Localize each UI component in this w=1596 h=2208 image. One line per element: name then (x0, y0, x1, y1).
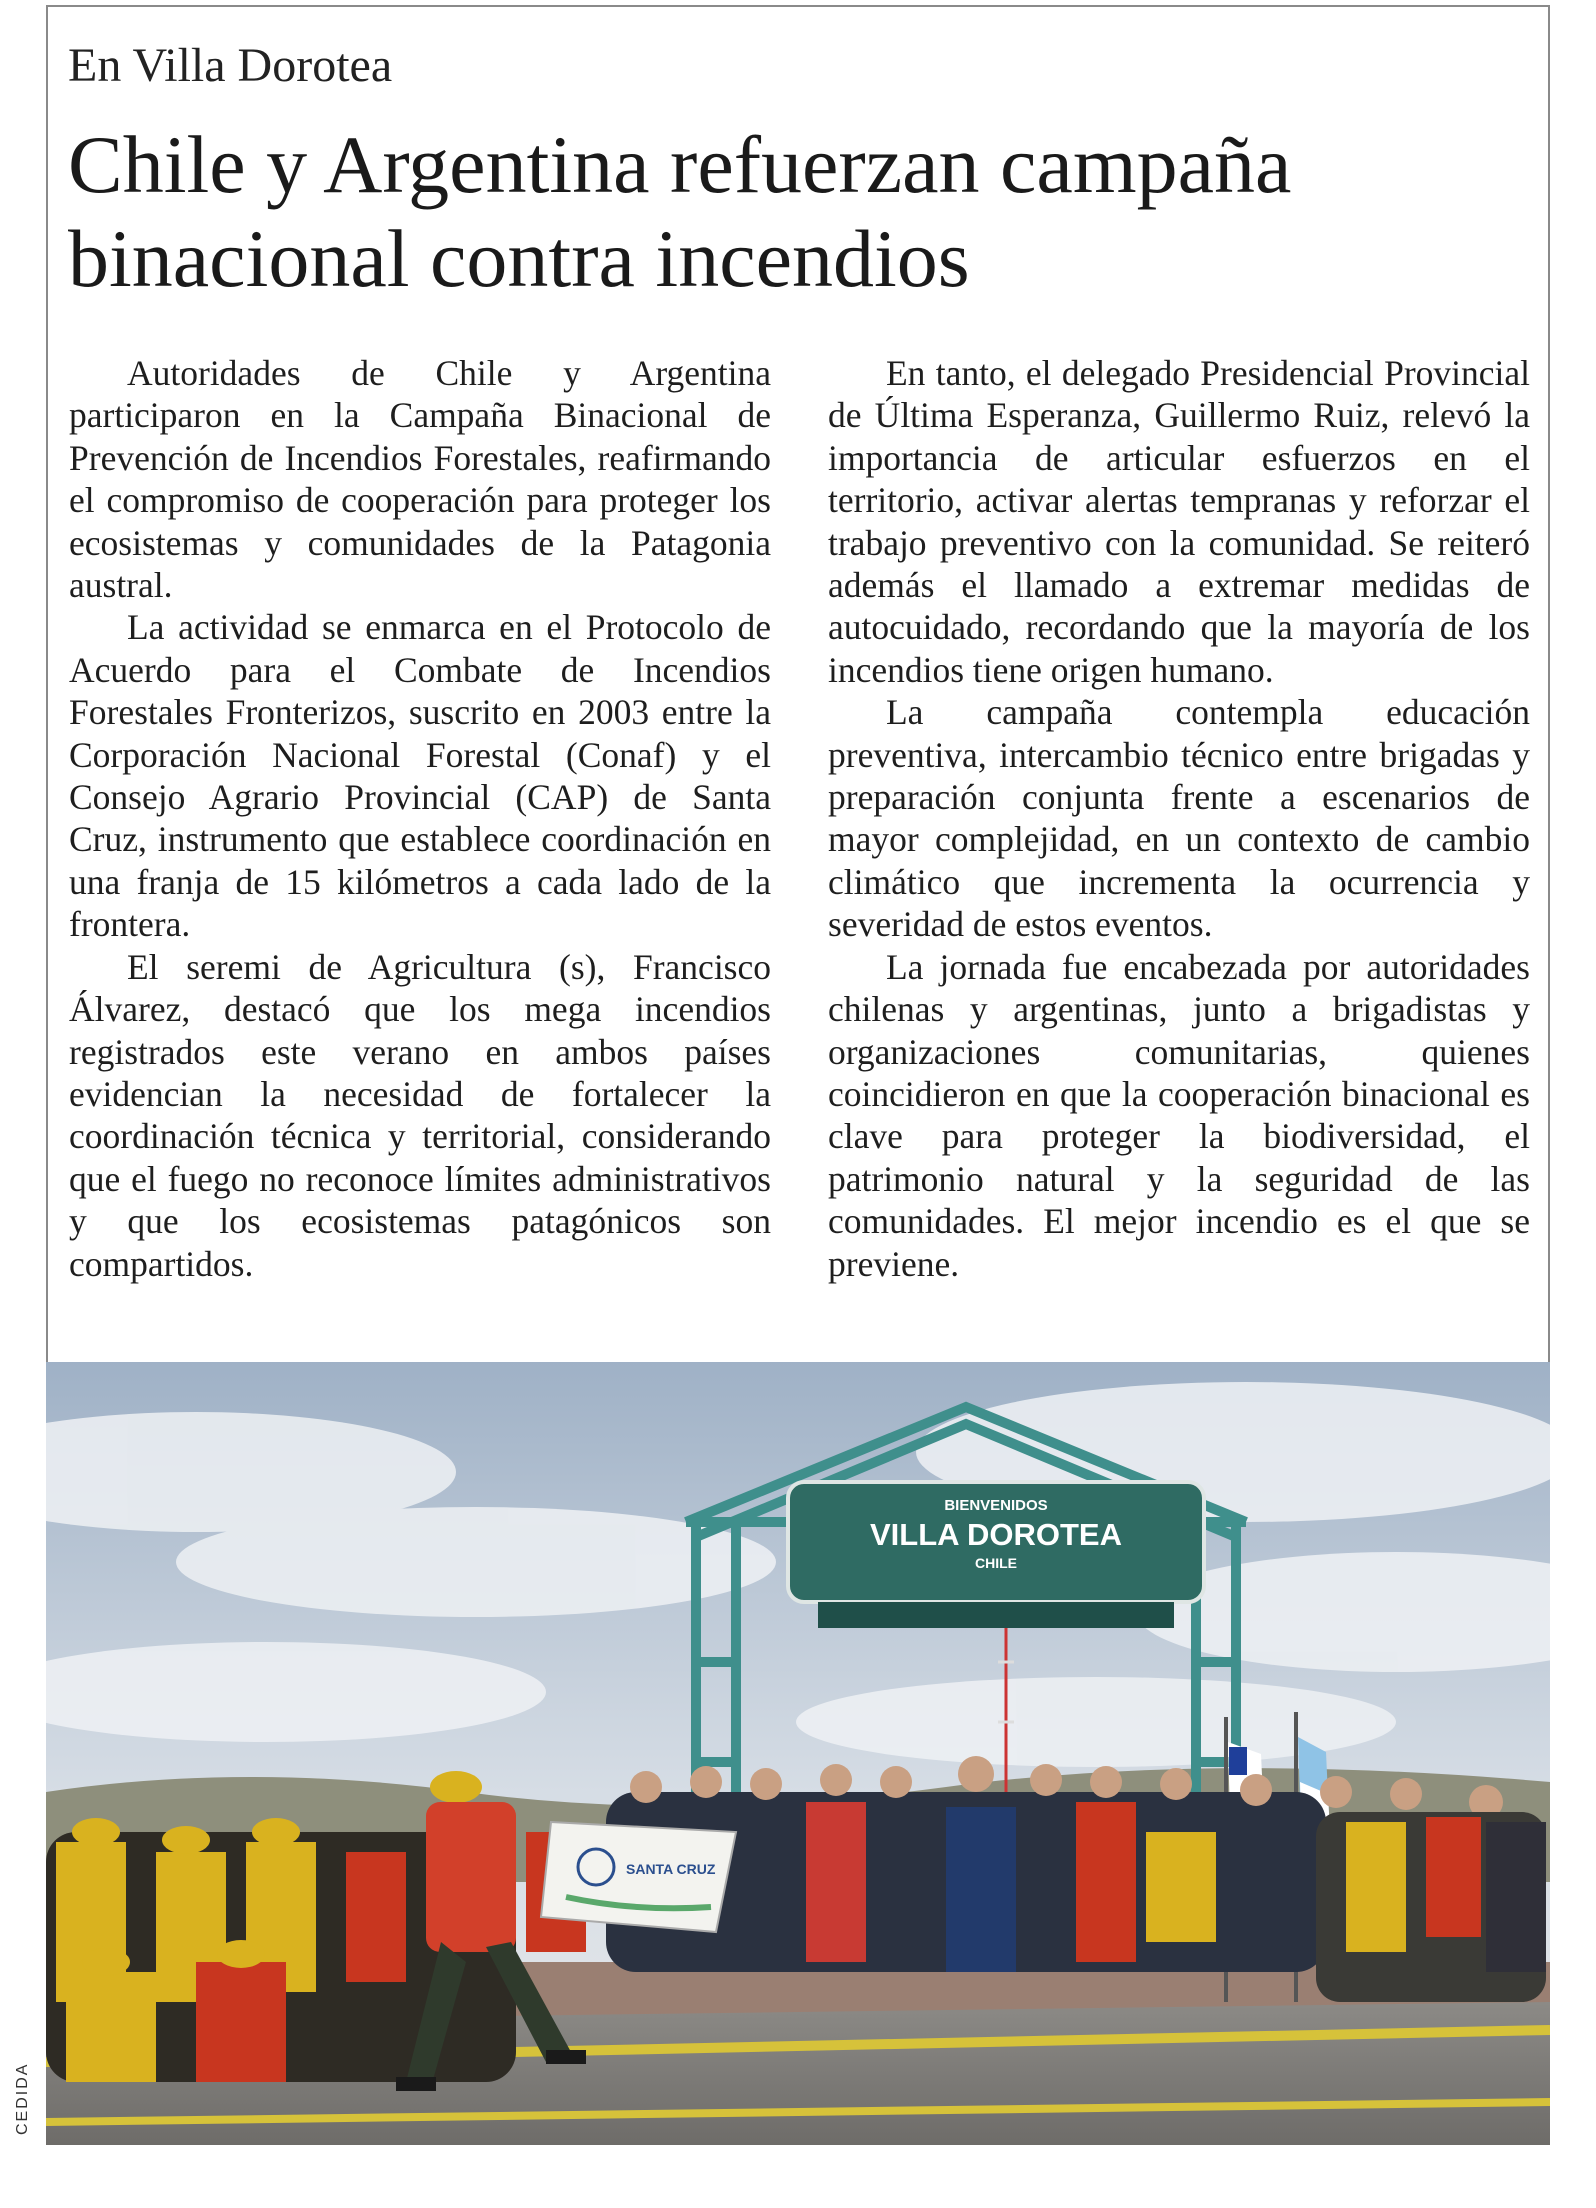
paragraph: El seremi de Agricultura (s), Francisco Álvarez, destacó que los mega incendios registrados este verano en ambos países evidencian la necesidad de fortalecer la coordinación técnica y territorial, considerando que el fuego no reconoce límites administrativos y que los ecosistemas patagónicos son compartidos. (69, 946, 771, 1284)
paragraph: La jornada fue encabezada por autoridades chilenas y argentinas, junto a brigadistas y organizaciones comunitarias, quienes coincidieron en que la cooperación binacional es clave para proteger la biodiversidad, el patrimonio natural y la seguridad de las comunidades. El mejor incendio es el que se previene. (828, 946, 1530, 1284)
headline-line-1: Chile y Argentina refuerzan campaña (68, 119, 1292, 210)
paragraph: En tanto, el delegado Presidencial Provincial de Última Esperanza, Guillermo Ruiz, relevó la importancia de articular esfuerzos en el territorio, activar alertas tempranas y reforzar el trabajo preventivo con la comunidad. Se reiteró además el llamado a extremar medidas de autocuidado, recordando que la mayoría de los incendios tiene origen humano. (828, 353, 1530, 690)
paragraph: La campaña contempla educación preventiva, intercambio técnico entre brigadas y preparación conjunta frente a escenarios de mayor complejidad, en un contexto de cambio climático que incrementa la ocurrencia y severidad de estos eventos. (828, 692, 1530, 945)
paragraph: Autoridades de Chile y Argentina participaron en la Campaña Binacional de Prevención de Incendios Forestales, reafirmando el compromiso de cooperación para proteger los ecosistemas y comunidades de la Patagonia austral. (69, 353, 771, 606)
article-headline (68, 118, 1508, 306)
photo-credit: CEDIDA (14, 2062, 31, 2135)
article-photo (46, 1362, 1550, 2145)
article-kicker: En Villa Dorotea (68, 39, 393, 92)
sign-base (818, 1602, 1174, 1628)
article-column-left (69, 352, 771, 1285)
sign-bottom-text: CHILE (975, 1555, 1017, 1571)
paragraph: La actividad se enmarca en el Protocolo de Acuerdo para el Combate de Incendios Forestales Fronterizos, suscrito en 2003 entre la Corporación Nacional Forestal (Conaf) y el Consejo Agrario Provincial (CAP) de Santa Cruz, instrumento que establece coordinación en una franja de 15 kilómetros a cada lado de la frontera. (69, 607, 771, 945)
banner-text: SANTA CRUZ (626, 1861, 716, 1877)
headline-line-2: binacional contra incendios (68, 213, 970, 304)
sign-main-text: VILLA DOROTEA (869, 1517, 1123, 1552)
santa-cruz-banner (541, 1822, 736, 1932)
photo-illustration (46, 1362, 1550, 2145)
sign-top-text: BIENVENIDOS (944, 1497, 1048, 1514)
article-column-right (828, 352, 1530, 1285)
